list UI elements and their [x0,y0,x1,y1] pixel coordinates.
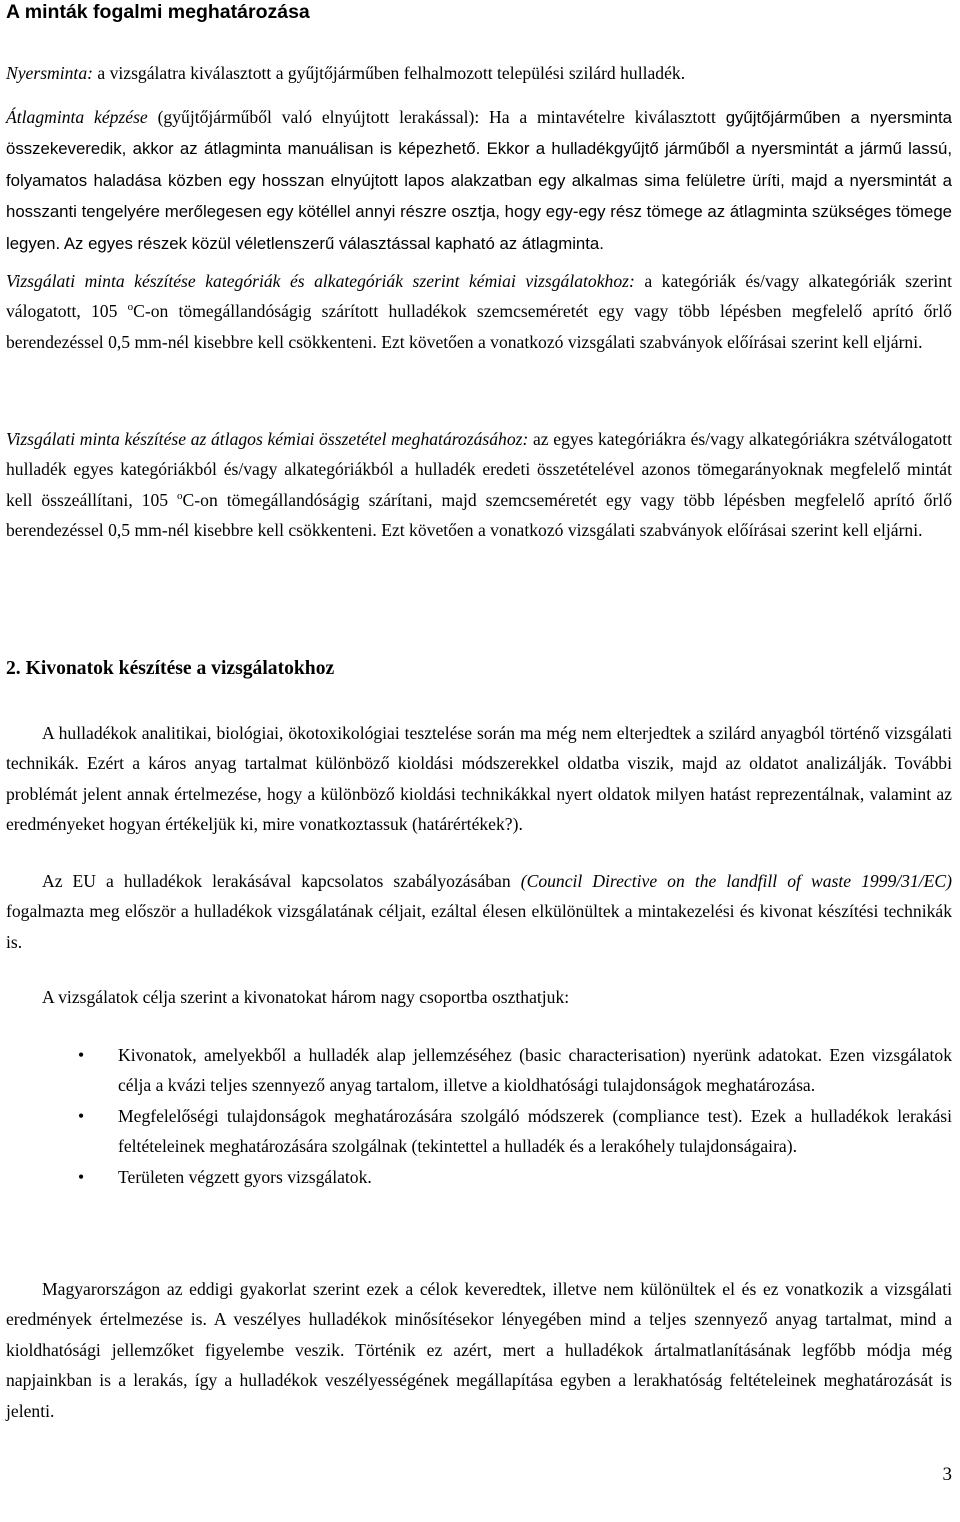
bullet-icon: • [78,1166,85,1187]
page-number: 3 [942,1464,952,1485]
page-heading: A minták fogalmi meghatározása [6,1,310,23]
list-item: • Megfelelőségi tulajdonságok meghatározására szolgáló módszerek (compliance test). Ezek a hulladékok lerakási feltételeinek meghatározására szolgálnak (tekintettel a hulladék és a lerakóhely tulajdonságaira). [6,1101,952,1162]
extract-type-list [6,1040,952,1192]
list-item: • Kivonatok, amelyekből a hulladék alap jellemzéséhez (basic characterisation) nyerünk adatokat. Ezen vizsgálatok célja a kvázi teljes szennyező anyag tartalom, illetve a kioldhatósági tulajdonságok meghatározása. [6,1040,952,1101]
definition-text: a vizsgálatra kiválasztott a gyűjtőjárműben felhalmozott települési szilárd hulladék. [92,63,686,83]
definition-text-sans: Ekkor a hulladékgyűjtő járműből a nyersmintát a jármű lassú, folyamatos haladása közben egy hosszan elnyújtott lapos alakzatban egy alkalmas sima felületre üríti, majd a nyersmintát a hosszanti tengelyére merőlegesen egy kötéllel annyi részre osztja, hogy egy-egy rész tömege az átlagminta szükséges tömege legyen. Az egyes részek közül véletlenszerű választással kapható az átlagminta. [6,139,952,253]
definition-text: a kategóriák és/vagy alkategóriák szerint válogatott, 105 [6,271,952,322]
definition-text: (gyűjtőjárműből való elnyújtott lerakással): Ha a mintavételre kiválasztott [147,107,726,127]
term-atlagminta: Átlagminta képzése [6,107,148,127]
definition-text: C-on tömegállandóságig szárítani, majd szemcseméretét egy vagy több lépésben megfelelő aprító őrlő berendezéssel 0,5 mm-nél kisebbre kell csökkenteni. Ezt követően a vonatkozó vizsgálati szabványok előírásai szerint kell eljárni. [6,489,952,541]
section-2-title: 2. Kivonatok készítése a vizsgálatokhoz [6,658,335,679]
bullet-icon: • [78,1045,85,1065]
definition-vizsgalati-minta-kategoriak [6,266,952,357]
definition-text-sans: gyűjtőjárműben a nyersminta összekeveredik, akkor az átlagminta manuálisan is képezhető. [6,108,953,159]
directive-reference: (Council Directive on the landfill of waste 1999/31/EC) [520,871,952,891]
term-vizsgalati-minta-2: Vizsgálati minta készítése az átlagos kémiai összetétel meghatározásához: [6,429,529,449]
list-item: • Területen végzett gyors vizsgálatok. [6,1162,952,1192]
section-2-paragraph-3: A vizsgálatok célja szerint a kivonatokat három nagy csoportba oszthatjuk: [42,987,570,1007]
section-2-heading-block [6,654,952,684]
definition-atlagminta [6,102,952,259]
bullet-icon: • [78,1105,85,1126]
section-2-paragraph-2: Az EU a hulladékok lerakásával kapcsolatos szabályozásában (Council Directive on the landfill of waste 1999/31/EC) fogalmazta meg először a hulladékok vizsgálatának céljait, ezáltal élesen elkülönültek a mintakezelési és kivonat készítési technikák is. [6,871,952,952]
degree-superscript: o [177,489,183,502]
definition-vizsgalati-minta-atlagos [6,424,952,546]
degree-superscript: o [127,301,134,314]
term-vizsgalati-minta-1: Vizsgálati minta készítése kategóriák és alkategóriák szerint kémiai vizsgálatokhoz: [6,271,635,291]
section-2-paragraph-1: A hulladékok analitikai, biológiai, ökotoxikológiai tesztelése során ma még nem elterjedtek a szilárd anyagból történő vizsgálati technikák. Ezért a káros anyag tartalmat különböző kioldási módszerekkel oldatba viszik, majd az oldatot analizálják. További problémát jelent annak értelmezése, hogy a különböző kioldási technikákkal nyert oldatok milyen hatást reprezentálnak, valamint az eredményeket hogyan értékeljük ki, mire vonatkoztassuk (határértékek?). [6,723,952,835]
definition-nyersminta [6,58,952,88]
definition-text: C-on tömegállandóságig szárított hulladékok szemcseméretét egy vagy több lépésben megfelelő aprító őrlő berendezéssel 0,5 mm-nél kisebbre kell csökkenteni. Ezt követően a vonatkozó vizsgálati szabványok előírásai szerint kell eljárni. [6,301,952,352]
term-nyersminta: Nyersminta: [6,63,93,83]
definition-text: az egyes kategóriákra és/vagy alkategóriákra szétválogatott hulladék egyes kategóriákból és/vagy alkategóriákból a hulladék eredeti összetételével azonos tömegarányoknak megfelelő mintát kell összeállítani, 105 [6,429,952,510]
section-2-paragraph-4: Magyarországon az eddigi gyakorlat szerint ezek a célok keveredtek, illetve nem különültek el és ez vonatkozik a vizsgálati eredmények értelmezése is. A veszélyes hulladékok minősítésekor lényegében mind a teljes szennyező anyag tartalmat, mind a kioldhatósági jellemzőket figyelembe veszik. Történik ez azért, mert a hulladékok ártalmatlanításának legfőbb módja még napjainkban is a lerakás, így a hulladékok veszélyességének megállapítása egyben a lerakhatóság feltételeinek meghatározását is jelenti. [6,1279,952,1421]
